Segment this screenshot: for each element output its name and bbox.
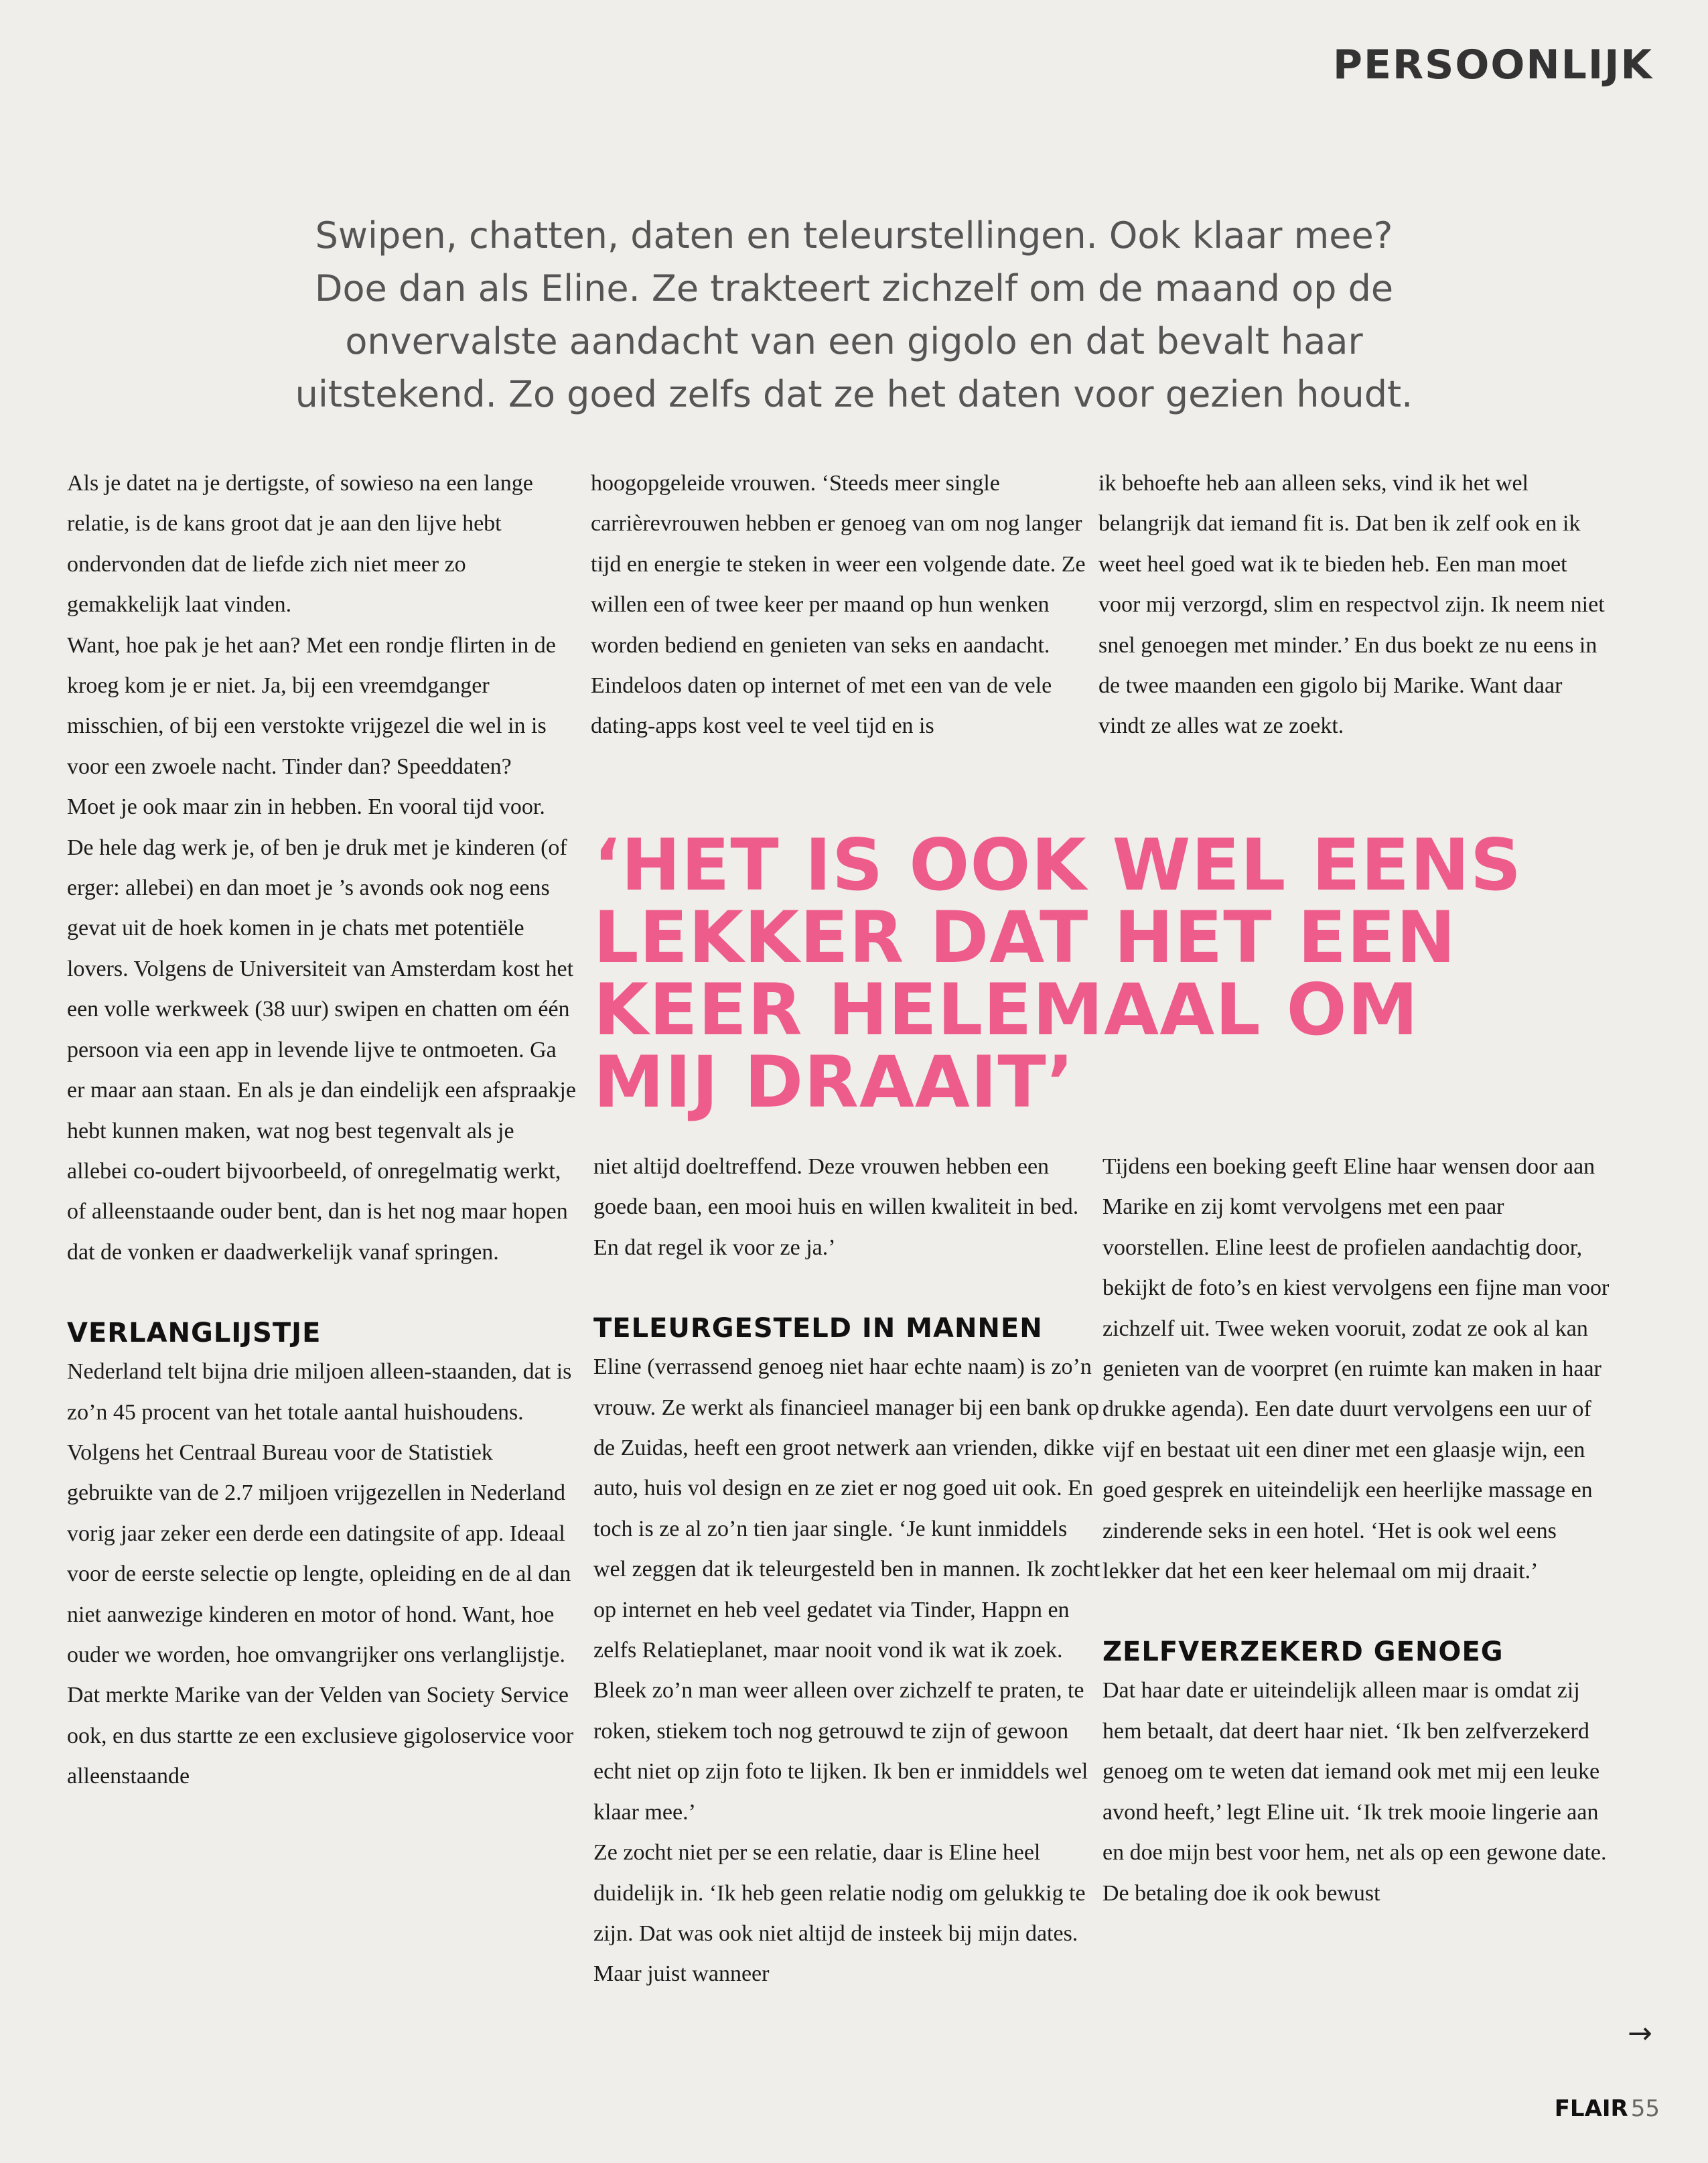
intro-line: Doe dan als Eline. Ze trakteert zichzelf om de maand op de	[314, 267, 1394, 309]
pull-quote-line: KEER HELEMAAL OM	[593, 969, 1419, 1051]
pull-quote-line: ‘HET IS OOK WEL EENS	[593, 824, 1522, 906]
paragraph: Nederland telt bijna drie miljoen alleen-staanden, dat is zo’n 45 procent van het totale aantal huishoudens. Volgens het Centraal Bureau voor de Statistiek gebruikte van de 2.7 miljoen vrijgezellen in Nederland vorig jaar zeker een derde een datingsite of app. Ideaal voor de eerste selectie op lengte, opleiding en de al dan niet aanwezige kinderen en motor of hond. Want, hoe ouder we worden, hoe omvangrijker ons verlanglijstje.	[67, 1359, 572, 1667]
paragraph: Als je datet na je dertigste, of sowieso na een lange relatie, is de kans groot dat je aan den lijve hebt ondervonden dat de liefde zich niet meer zo gemakkelijk laat vinden.	[67, 471, 533, 618]
paragraph: Ze zocht niet per se een relatie, daar is Eline heel duidelijk in. ‘Ik heb geen relatie nodig om gelukkig te zijn. Dat was ook niet altijd de insteek bij mijn dates. Maar juist wanneer	[593, 1840, 1086, 1987]
column-2-top	[591, 464, 1100, 747]
page-number: 55	[1630, 2095, 1660, 2122]
section-label: PERSOONLIJK	[1333, 42, 1653, 88]
intro-line: Swipen, chatten, daten en teleurstellingen. Ook klaar mee?	[315, 214, 1393, 257]
intro-line: uitstekend. Zo goed zelfs dat ze het daten voor gezien houdt.	[295, 373, 1413, 415]
page-footer	[1555, 2095, 1660, 2122]
section-heading-teleurgesteld: TELEURGESTELD IN MANNEN	[593, 1313, 1043, 1344]
section-heading-verlanglijstje: VERLANGLIJSTJE	[67, 1318, 322, 1349]
paragraph: Want, hoe pak je het aan? Met een rondje flirten in de kroeg kom je er niet. Ja, bij een vreemdganger misschien, of bij een verstokte vrijgezel die wel in is voor een zwoele nacht. Tinder dan? Speeddaten?	[67, 632, 556, 779]
paragraph: Dat haar date er uiteindelijk alleen maar is omdat zij hem betaalt, dat deert haar niet. ‘Ik ben zelfverzekerd genoeg om te weten dat iemand ook met mij een leuke avond heeft,’ legt Eline uit. ‘Ik trek mooie lingerie aan en doe mijn best voor hem, net als op een gewone date. De betaling doe ik ook bewust	[1102, 1678, 1607, 1906]
pull-quote-line: LEKKER DAT HET EEN	[593, 896, 1457, 979]
column-1	[67, 464, 576, 1797]
paragraph: Dat merkte Marike van der Velden van Society Service ook, en dus startte ze een exclusieve gigoloservice voor alleenstaande	[67, 1683, 574, 1789]
paragraph: niet altijd doeltreffend. Deze vrouwen hebben een goede baan, een mooi huis en willen kwaliteit in bed. En dat regel ik voor ze ja.’	[593, 1154, 1079, 1260]
paragraph: Eline (verrassend genoeg niet haar echte naam) is zo’n vrouw. Ze werkt als financieel manager bij een bank op de Zuidas, heeft een groot netwerk aan vrienden, dikke auto, huis vol design en ze ziet er nog goed uit ook. En toch is ze al zo’n tien jaar single. ‘Je kunt inmiddels wel zeggen dat ik teleurgesteld ben in mannen. Ik zocht op internet en heb veel gedatet via Tinder, Happn en zelfs Relatieplanet, maar nooit vond ik wat ik zoek. Bleek zo’n man weer alleen over zichzelf te praten, te roken, stiekem toch nog getrouwd te zijn of gewoon echt niet op zijn foto te lijken. Ik ben er inmiddels wel klaar mee.’	[593, 1354, 1100, 1825]
intro-line: onvervalste aandacht van een gigolo en dat bevalt haar	[345, 320, 1363, 362]
pull-quote	[593, 824, 1558, 1123]
arrow-right-icon: →	[1628, 2016, 1652, 2050]
column-3-top	[1098, 464, 1608, 747]
paragraph: hoogopgeleide vrouwen. ‘Steeds meer single carrièrevrouwen hebben er genoeg van om nog langer tijd en energie te steken in weer een volgende date. Ze willen een of twee keer per maand op hun wenken worden bediend en genieten van seks en aandacht. Eindeloos daten op internet of met een van de vele dating-apps kost veel te veel tijd en is	[591, 471, 1086, 739]
intro-lead	[201, 209, 1507, 421]
column-3-bottom	[1102, 1147, 1612, 1914]
column-2-bottom	[593, 1147, 1102, 1995]
pull-quote-line: MIJ DRAAIT’	[593, 1041, 1074, 1123]
paragraph: ik behoefte heb aan alleen seks, vind ik het wel belangrijk dat iemand fit is. Dat ben ik zelf ook en ik weet heel goed wat ik te bieden heb. Een man moet voor mij verzorgd, slim en respectvol zijn. Ik neem niet snel genoegen met minder.’ En dus boekt ze nu eens in de twee maanden een gigolo bij Marike. Want daar vindt ze alles wat ze zoekt.	[1098, 471, 1605, 739]
paragraph: Moet je ook maar zin in hebben. En vooral tijd voor. De hele dag werk je, of ben je druk met je kinderen (of erger: allebei) en dan moet je ’s avonds ook nog eens gevat uit de hoek komen in je chats met potentiële lovers. Volgens de Universiteit van Amsterdam kost het een volle werkweek (38 uur) swipen en chatten om één persoon via een app in levende lijve te ontmoeten. Ga er maar aan staan. En als je dan eindelijk een afspraakje hebt kunnen maken, wat nog best tegenvalt als je allebei co-oudert bijvoorbeeld, of onregelmatig werkt, of alleenstaande ouder bent, dan is het nog maar hopen dat de vonken er daadwerkelijk vanaf springen.	[67, 794, 576, 1265]
section-heading-zelfverzekerd: ZELFVERZEKERD GENOEG	[1102, 1636, 1504, 1668]
paragraph: Tijdens een boeking geeft Eline haar wensen door aan Marike en zij komt vervolgens met een paar voorstellen. Eline leest de profielen aandachtig door, bekijkt de foto’s en kiest vervolgens een fijne man voor zichzelf uit. Twee weken vooruit, zodat ze ook al kan genieten van de voorpret (en ruimte kan maken in haar drukke agenda). Een date duurt vervolgens een uur of vijf en bestaat uit een diner met een glaasje wijn, een goed gesprek en uiteindelijk een heerlijke massage en zinderende seks in een hotel. ‘Het is ook wel eens lekker dat het een keer helemaal om mij draait.’	[1102, 1154, 1610, 1584]
magazine-brand: FLAIR	[1554, 2095, 1628, 2122]
